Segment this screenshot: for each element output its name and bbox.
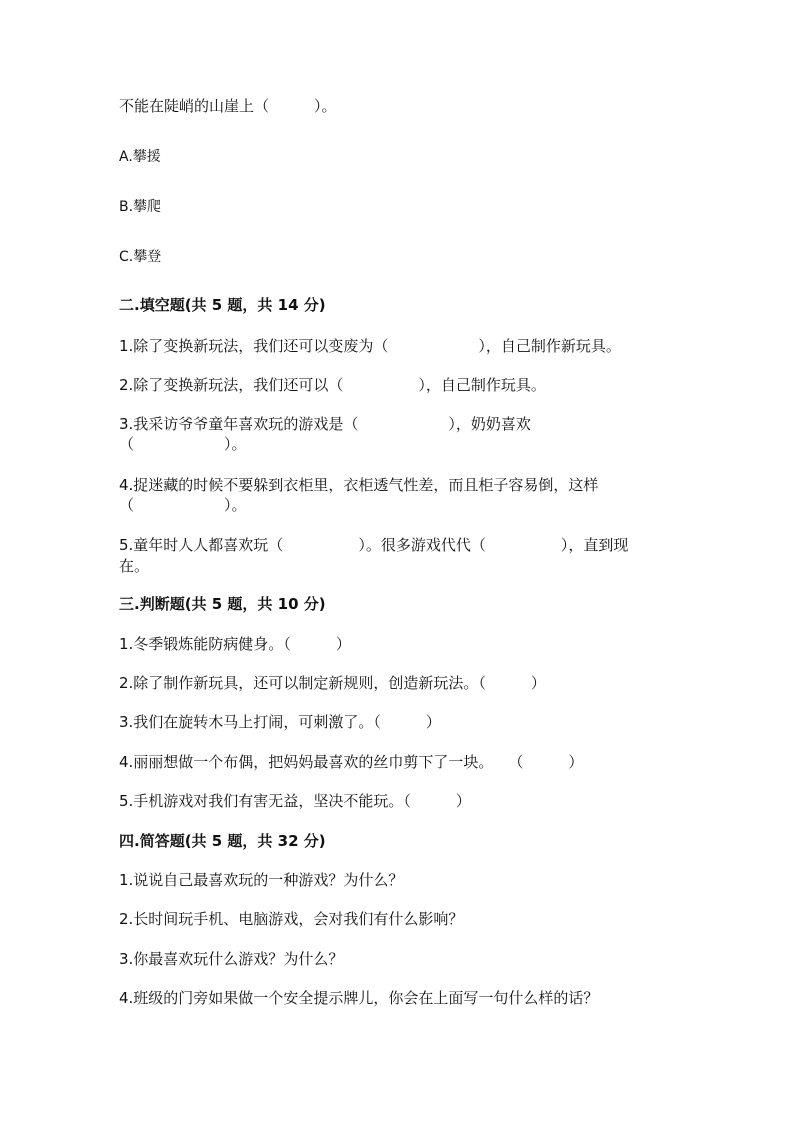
true-false-item-1: 1.冬季锻炼能防病健身。（ ）: [119, 635, 351, 653]
option-b: B.攀爬: [119, 199, 162, 215]
short-answer-item-2: 2.长时间玩手机、电脑游戏，会对我们有什么影响？: [119, 910, 464, 928]
question-tail: 不能在陡峭的山崖上（ ）。: [119, 97, 337, 115]
section-heading-short-answer: 四.简答题(共 5 题，共 32 分): [119, 832, 326, 850]
true-false-item-4: 4.丽丽想做一个布偶，把妈妈最喜欢的丝巾剪下了一块。 （ ）: [119, 753, 584, 771]
fill-blank-item-2: 2.除了变换新玩法，我们还可以（ ），自己制作玩具。: [119, 376, 546, 394]
short-answer-item-4: 4.班级的门旁如果做一个安全提示牌儿，你会在上面写一句什么样的话？: [119, 989, 599, 1007]
option-c: C.攀登: [119, 249, 162, 265]
true-false-item-3: 3.我们在旋转木马上打闹，可刺激了。（ ）: [119, 713, 441, 731]
fill-blank-item-5-line-1: 5.童年时人人都喜欢玩（ ）。很多游戏代代（ ），直到现: [119, 536, 629, 554]
true-false-item-5: 5.手机游戏对我们有害无益，坚决不能玩。（ ）: [119, 792, 471, 810]
true-false-item-2: 2.除了制作新玩具，还可以制定新规则，创造新玩法。（ ）: [119, 674, 546, 692]
fill-blank-item-4-line-1: 4.捉迷藏的时候不要躲到衣柜里，衣柜透气性差，而且柜子容易倒，这样: [119, 476, 599, 494]
section-heading-fill-blank: 二.填空题(共 5 题，共 14 分): [119, 296, 326, 314]
fill-blank-item-5-line-2: 在。: [119, 557, 150, 575]
fill-blank-item-1: 1.除了变换新玩法，我们还可以变废为（ ），自己制作新玩具。: [119, 337, 621, 355]
option-a: A.攀援: [119, 149, 161, 165]
short-answer-item-1: 1.说说自己最喜欢玩的一种游戏？为什么？: [119, 871, 404, 889]
fill-blank-item-4-line-2: （ ）。: [119, 496, 247, 514]
fill-blank-item-3-line-2: （ ）。: [119, 435, 247, 453]
fill-blank-item-3-line-1: 3.我采访爷爷童年喜欢玩的游戏是（ ），奶奶喜欢: [119, 415, 531, 433]
section-heading-true-false: 三.判断题(共 5 题，共 10 分): [119, 595, 326, 613]
short-answer-item-3: 3.你最喜欢玩什么游戏？为什么？: [119, 950, 344, 968]
